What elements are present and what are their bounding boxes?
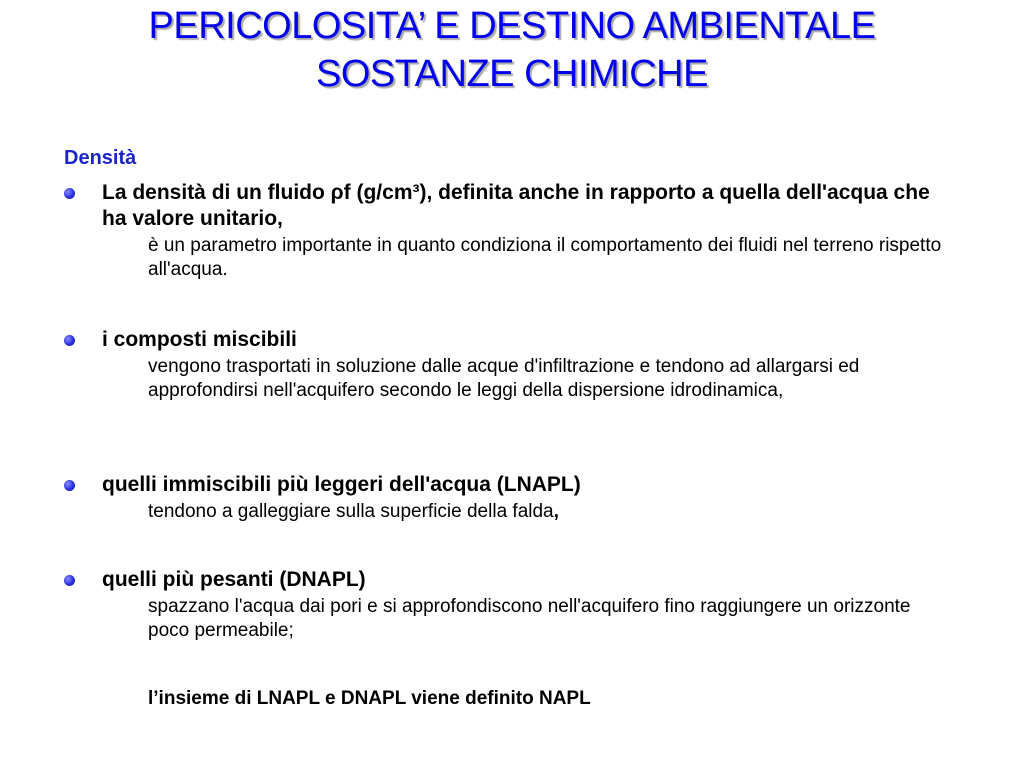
bullet-sub-suffix: , (553, 501, 559, 522)
bullet-main-text: i composti miscibili (102, 328, 297, 351)
bullet-main (64, 180, 944, 232)
bullet-sub-text: vengono trasportati in soluzione dalle acque d'infiltrazione e tendono ad allargarsi ed approfondirsi nell'acquifero secondo le leggi della dispersione idrodinamica, (148, 356, 860, 401)
closing-statement: l’insieme di LNAPL e DNAPL viene definito NAPL (148, 688, 591, 709)
bullet-sub (148, 500, 944, 524)
bullet-dot-icon (64, 335, 75, 346)
bullet-main-text: La densità di un fluido ρf (g/cm³), definita anche in rapporto a quella dell'acqua che ha valore unitario, (102, 181, 930, 230)
bullet-dot-icon (64, 188, 75, 199)
bullet-item-lnapl (64, 472, 944, 524)
bullet-main (64, 327, 944, 353)
bullet-dot-icon (64, 575, 75, 586)
bullet-main-text: quelli immiscibili più leggeri dell'acqua (LNAPL) (102, 473, 581, 496)
bullet-dot-icon (64, 480, 75, 491)
bullet-item-dnapl (64, 567, 944, 643)
title-line-2: SOSTANZE CHIMICHE (316, 53, 708, 95)
bullet-item-density (64, 180, 944, 282)
title-line-1: PERICOLOSITA’ E DESTINO AMBIENTALE (148, 5, 876, 47)
bullet-sub-text: è un parametro importante in quanto condiziona il comportamento dei fluidi nel terreno rispetto all'acqua. (148, 235, 942, 280)
bullet-main (64, 567, 944, 593)
slide-title (0, 2, 1024, 98)
section-heading: Densità (64, 147, 137, 169)
bullet-main (64, 472, 944, 498)
bullet-sub-text: tendono a galleggiare sulla superficie della falda (148, 501, 554, 522)
bullet-item-miscibili (64, 327, 944, 403)
bullet-main-text: quelli più pesanti (DNAPL) (102, 568, 366, 591)
bullet-sub-text: spazzano l'acqua dai pori e si approfondiscono nell'acquifero fino raggiungere un orizzonte poco permeabile; (148, 596, 911, 641)
